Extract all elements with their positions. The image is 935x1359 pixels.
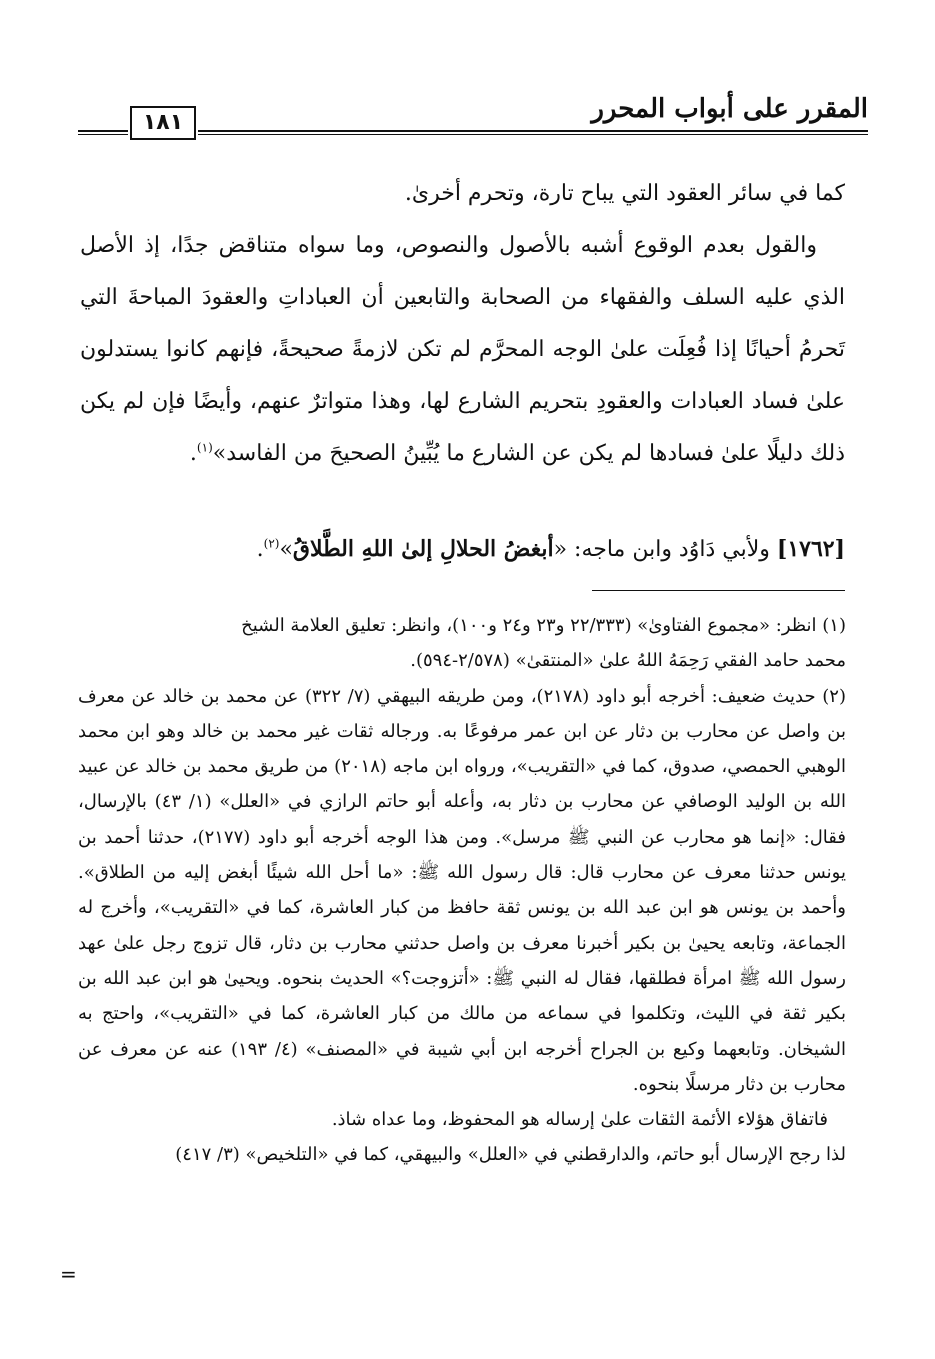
header-rule-left-thin bbox=[78, 134, 128, 135]
hadith-intro: ولأبي دَاوُد وابن ماجه: « bbox=[553, 537, 770, 562]
footnote-2-final: لذا رجح الإرسال أبو حاتم، والدارقطني في «العلل» والبيهقي، كما في «التلخيص» (٣/ ٤١٧) bbox=[175, 1144, 846, 1166]
footnote-separator bbox=[592, 590, 845, 591]
main-text bbox=[80, 168, 845, 480]
paragraph-2-text: والقول بعدم الوقوع أشبه بالأصول والنصوص، وما سواه متناقض جدًا، إذ الأصل الذي عليه السلف والفقهاء من الصحابة والتابعين أن العباداتِ والعقودَ المباحةَ التي تَحرمُ أحيانًا إذا فُعِلَت علىٰ الوجه المحرَّم لم تكن لازمةً صحيحةً، فإنهم كانوا يستدلون علىٰ فساد العبادات والعقودِ بتحريم الشارع لها، وهذا متواترٌ عنهم، وأيضًا فإن لم يكن ذلك دليلًا علىٰ فسادها لم يكن عن الشارع ما يُبِّينُ الصحيحَ من الفاسد» bbox=[80, 233, 845, 466]
hadith-number: [١٧٦٢] bbox=[776, 536, 845, 562]
header-rule-thin bbox=[198, 134, 868, 135]
paragraph-1: كما في سائر العقود التي يباح تارة، وتحرم أخرىٰ. bbox=[404, 181, 845, 206]
running-title: المقرر على أبواب المحرر bbox=[591, 94, 868, 124]
footnote-ref-2: (٢) bbox=[263, 536, 280, 551]
footnote-2-continued: فاتفاق هؤلاء الأئمة الثقات علىٰ إرساله هو المحفوظ، وما عداه شاذ. bbox=[331, 1109, 828, 1131]
page-header bbox=[78, 92, 868, 140]
paragraph-2 bbox=[80, 220, 845, 480]
footnote-ref-1: (١) bbox=[196, 440, 213, 455]
footnote-2: (٢) حديث ضعيف: أخرجه أبو داود (٢١٧٨)، ومن طريقه البيهقي (٧/ ٣٢٢) عن محمد بن خالد عن معرف بن واصل عن محارب بن دثار عن ابن عمر مرفوعًا به. ورجاله ثقات غير محمد بن خالد وهو ابن محمد الوهبي الحمصي، صدوق، كما في «التقريب»، ورواه ابن ماجه (٢٠١٨) من طريق محمد بن خالد عن عبيد الله بن الوليد الوصافي عن محارب بن دثار به، وأعله أبو حاتم الرازي في «العلل» (١/ ٤٣) بالإرسال، فقال: «إنما هو محارب عن النبي ﷺ مرسل». ومن هذا الوجه أخرجه أبو داود (٢١٧٧)، حدثنا أحمد بن يونس حدثنا معرف عن محارب قال: قال رسول الله ﷺ: «ما أحل الله شيئًا أبغض إليه من الطلاق». وأحمد بن يونس هو ابن عبد الله بن يونس ثقة حافظ من كبار العاشرة، كما في «التقريب»، وأخرج له الجماعة، وتابعه يحيىٰ بن بكير أخبرنا معرف بن واصل حدثني محارب بن دثار، قال تزوج رجل علىٰ عهد رسول الله ﷺ امرأة فطلقها، فقال له النبي ﷺ: «أتزوجت؟» الحديث بنحوه. ويحيىٰ هو ابن عبد الله بن بكير ثقة في الليث، وتكلموا في سماعه من مالك من كبار العاشرة، كما في «التقريب»، واحتج به الشيخان. وتابعهما وكيع بن الجراح أخرجه ابن أبي شيبة في «المصنف» (٤/ ١٩٣) عنه عن معرف عن محارب بن دثار مرسلًا بنحوه. bbox=[78, 685, 847, 1095]
footnote-continuation-mark: = bbox=[60, 1262, 77, 1286]
footnote-1-line-1: (١) انظر: «مجموع الفتاوىٰ» (٢٢/٣٣٣ و٢٣ و٢٤ و١٠٠)، وانظر: تعليق العلامة الشيخ bbox=[241, 615, 846, 636]
hadith-entry bbox=[80, 527, 845, 572]
hadith-text: أبغضُ الحلالِ إلىٰ اللهِ الطَّلاقُ bbox=[292, 536, 554, 562]
header-rule-left bbox=[78, 130, 128, 132]
header-rule bbox=[198, 130, 868, 132]
hadith-close: » bbox=[279, 537, 293, 562]
hadith-end: . bbox=[256, 537, 264, 562]
footnotes bbox=[78, 608, 846, 1173]
paragraph-2-end: . bbox=[189, 441, 197, 466]
page-number: ١٨١ bbox=[130, 106, 196, 140]
footnote-1-line-2: محمد حامد الفقي رَحِمَهُ اللهُ علىٰ «المنتقىٰ» (٢/٥٧٨-٥٩٤). bbox=[410, 650, 846, 672]
